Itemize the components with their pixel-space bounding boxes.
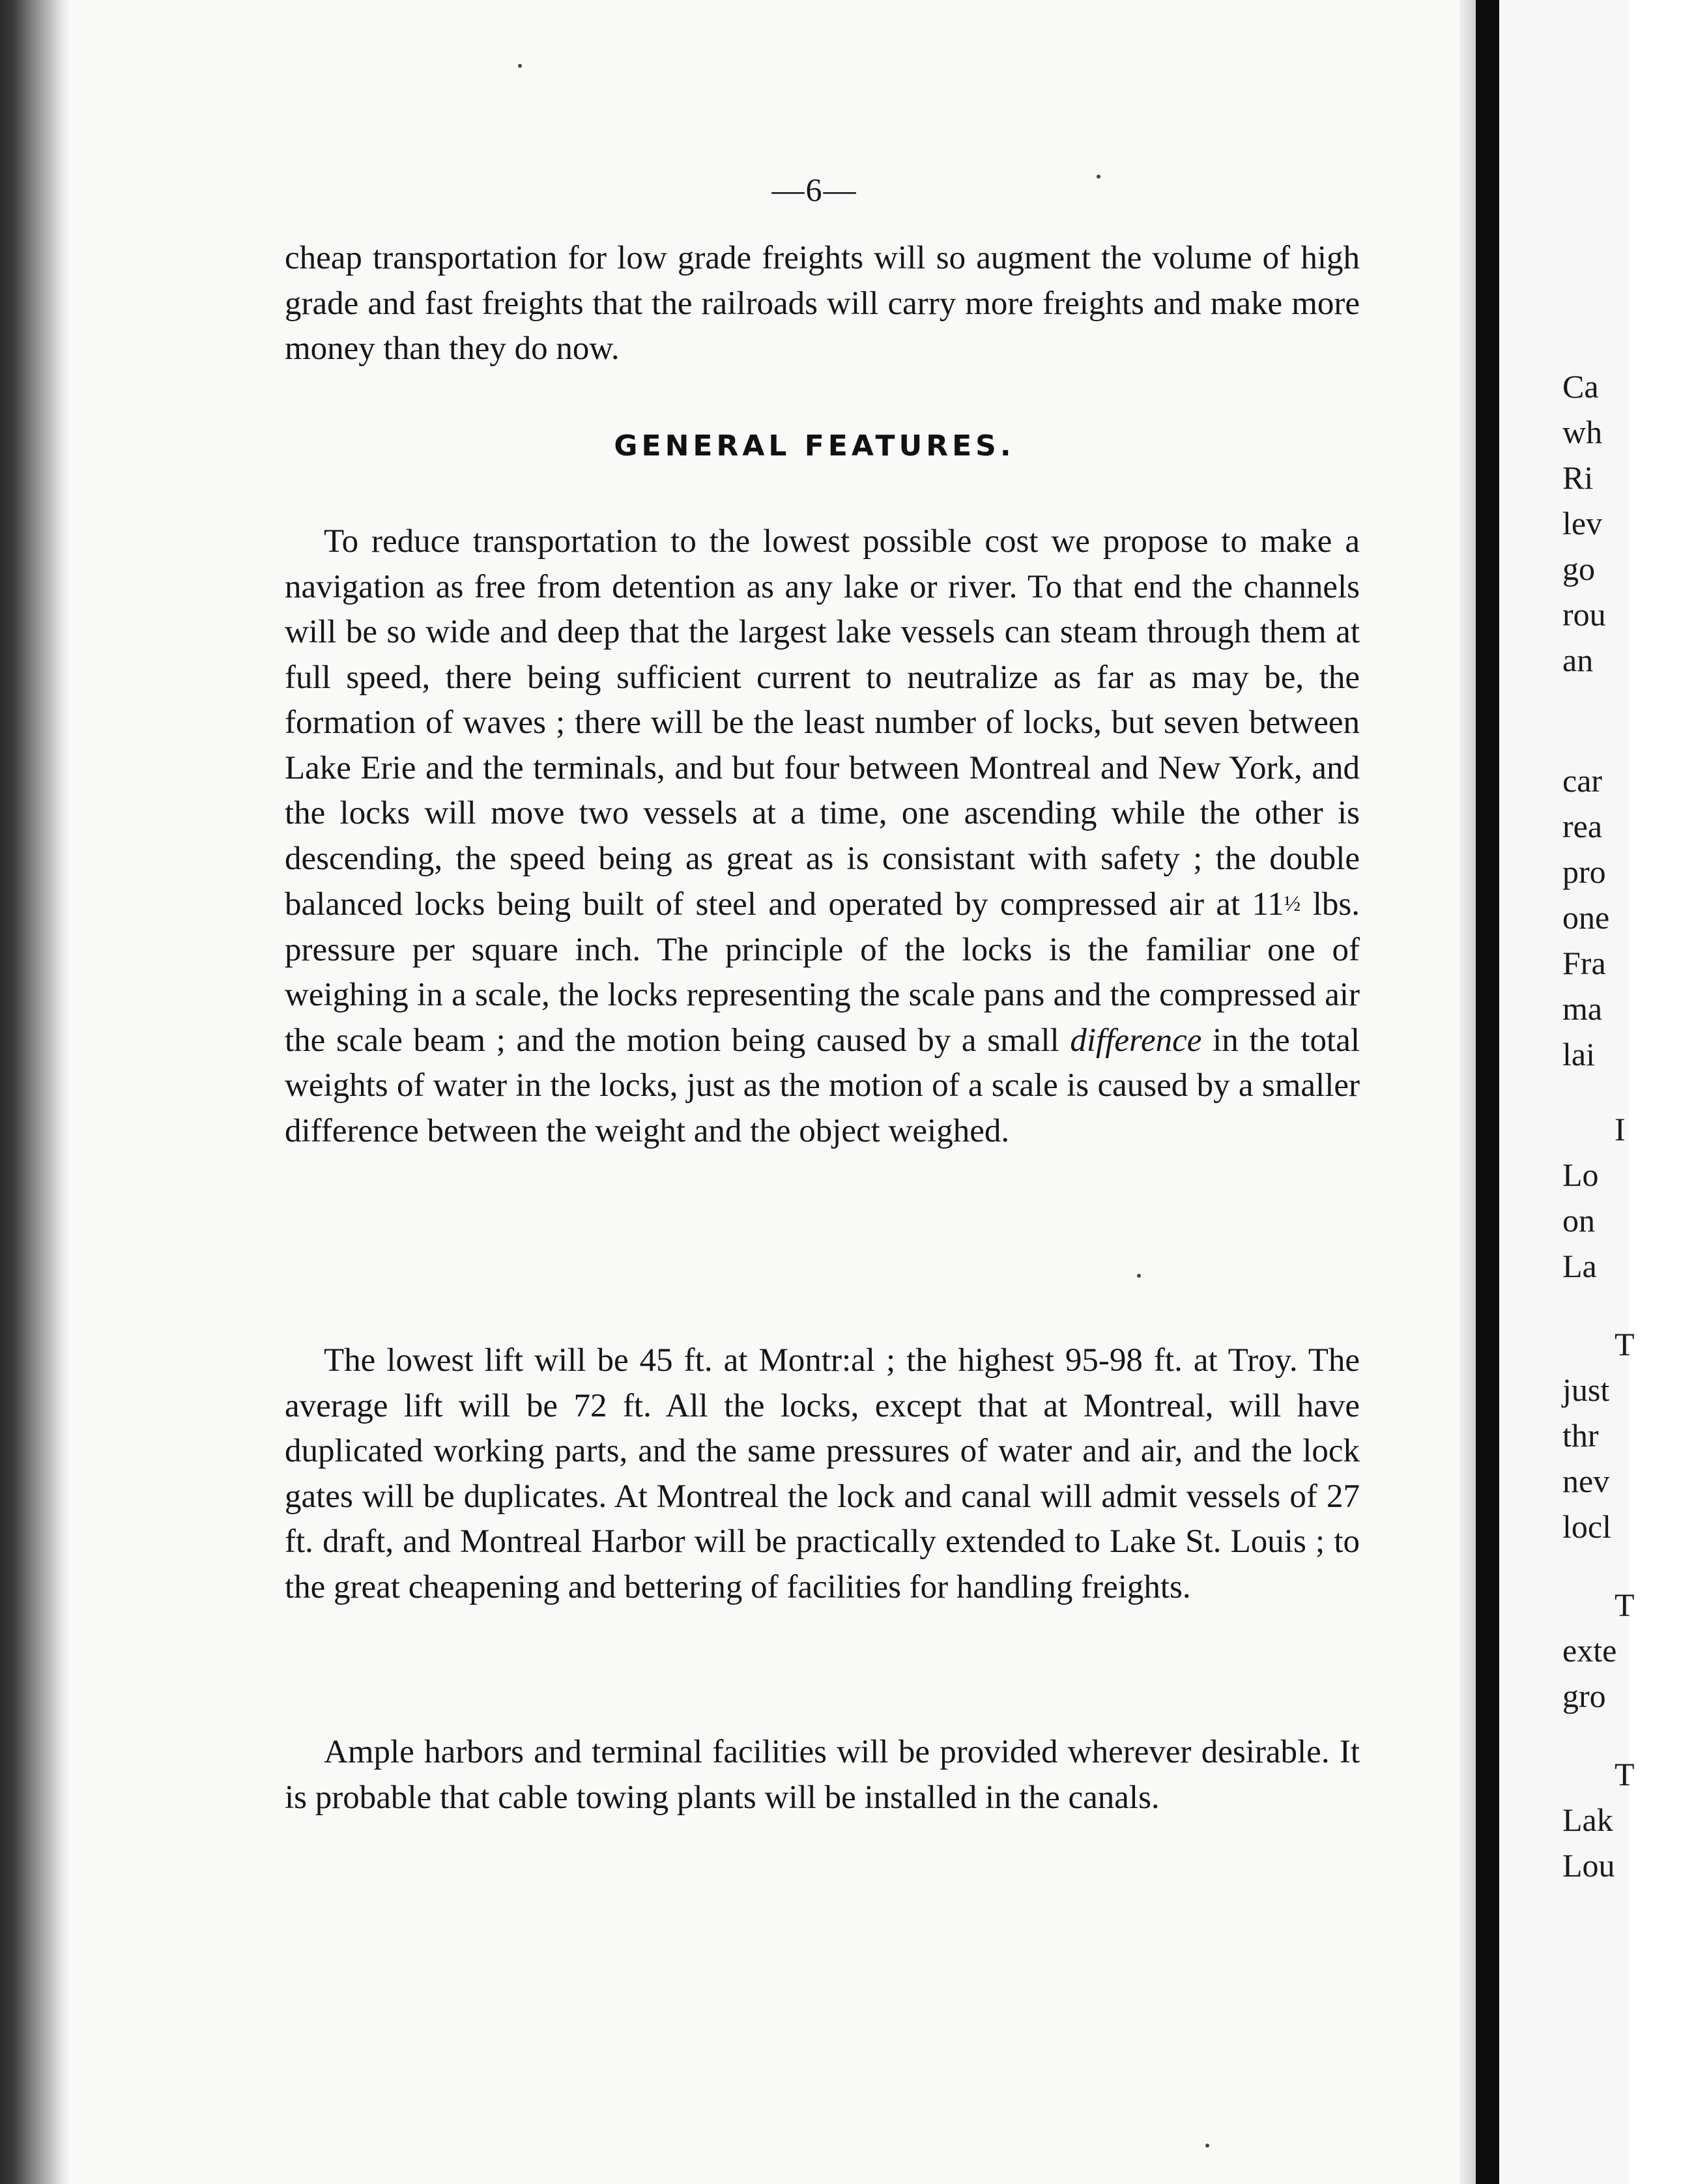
facing-fragment: pro: [1562, 854, 1606, 890]
facing-fragment: T: [1615, 1587, 1635, 1623]
paragraph-2-part-2: lbs. pressure per square inch. The principle of the locks is the familiar one of weighing in a scale, the locks representing the scale pans and the compressed air the scale beam ; and the motion being caused by a small: [285, 886, 1360, 1059]
facing-fragment: I: [1615, 1111, 1626, 1147]
facing-fragment: exte: [1562, 1632, 1617, 1669]
facing-fragment: go: [1562, 551, 1595, 587]
paragraph-2-part-3: in the total weights of water in the locks, just as the motion of a scale is caused by a smaller difference between the weight and the object weighed.: [285, 1022, 1360, 1149]
fraction-half: ½: [1284, 892, 1301, 916]
facing-fragment: Ca: [1562, 368, 1599, 405]
paragraph-3: The lowest lift will be 45 ft. at Montr:al ; the highest 95-98 ft. at Troy. The average lift will be 72 ft. All the locks, except that at Montreal, will have duplicated working parts, and the same pressures of water and air, and the lock gates will be duplicates. At Montreal the lock and canal will admit vessels of 27 ft. draft, and Montreal Harbor will be practically extended to Lake St. Louis ; to the great cheapening and bettering of facilities for handling freights.: [285, 1342, 1360, 1605]
paragraph-2: [285, 519, 1360, 1154]
facing-fragment: car: [1562, 762, 1603, 799]
scan-left-shadow: [0, 0, 69, 2184]
facing-fragment: ma: [1562, 990, 1603, 1027]
emphasized-word: difference: [1070, 1022, 1202, 1059]
facing-fragment: lai: [1562, 1036, 1595, 1072]
facing-fragment: just: [1562, 1372, 1610, 1408]
facing-fragment: one: [1562, 899, 1610, 936]
facing-fragment: La: [1562, 1248, 1597, 1284]
facing-fragment: thr: [1562, 1417, 1599, 1454]
facing-fragment: Lou: [1562, 1847, 1615, 1884]
facing-fragment: lev: [1562, 505, 1603, 541]
scan-speck: [518, 64, 522, 68]
page-edge-shadow: [1459, 0, 1476, 2184]
scan-speck: [1137, 1274, 1141, 1278]
paragraph-4: Ample harbors and terminal facilities will be provided wherever desirable. It is probable that cable towing plants will be installed in the canals.: [285, 1734, 1360, 1816]
facing-fragment: Ri: [1562, 459, 1594, 496]
facing-fragment: locl: [1562, 1508, 1611, 1545]
page-number: —6—: [771, 171, 857, 208]
paragraph-2-part-1: To reduce transportation to the lowest possible cost we propose to make a navigation as free from detention as any lake or river. To that end the channels will be so wide and deep that the largest lake vessels can steam through them at full speed, there being sufficient current to neutralize as far as may be, the formation of waves ; there will be the least number of locks, but seven between Lake Erie and the terminals, and but four between Montreal and New York, and the locks will move two vessels at a time, one ascending while the other is descending, the speed being as great as is consistant with safety ; the double balanced locks being built of steel and operated by compressed air at 11: [285, 523, 1360, 923]
scan-speck: [1205, 2144, 1209, 2148]
facing-fragment: an: [1562, 642, 1594, 678]
facing-fragment: wh: [1562, 414, 1603, 450]
facing-fragment: rea: [1562, 808, 1603, 844]
facing-fragment: Lo: [1562, 1157, 1599, 1193]
facing-fragment: Lak: [1562, 1802, 1613, 1838]
binding-gutter: [1476, 0, 1499, 2184]
facing-fragment: Fra: [1562, 945, 1606, 981]
facing-fragment: T: [1615, 1326, 1635, 1362]
section-heading: GENERAL FEATURES.: [614, 429, 1015, 463]
facing-fragment: T: [1615, 1756, 1635, 1792]
facing-fragment: on: [1562, 1202, 1595, 1239]
paragraph-1: cheap transportation for low grade freights will so augment the volume of high grade and fast freights that the railroads will carry more freights and make more money than they do now.: [285, 240, 1360, 367]
facing-fragment: nev: [1562, 1463, 1610, 1499]
facing-fragment: gro: [1562, 1678, 1606, 1714]
facing-fragment: rou: [1562, 596, 1606, 633]
